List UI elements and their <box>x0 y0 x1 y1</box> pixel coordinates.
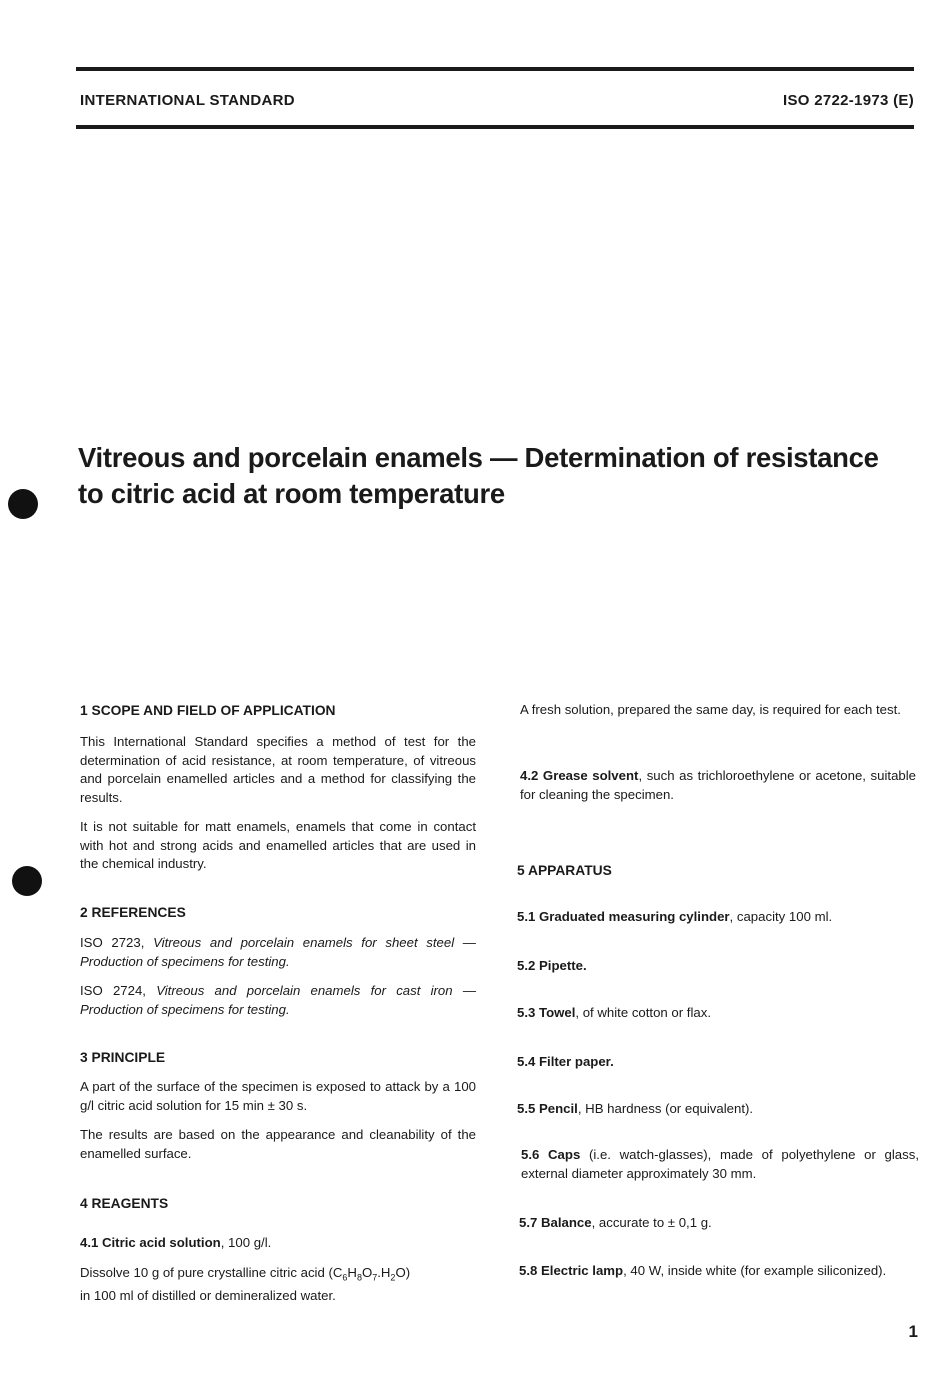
section-4-2-label: 4.2 Grease solvent <box>520 768 639 783</box>
apparatus-item-5-3 <box>517 1004 917 1023</box>
section-1-paragraph-2: It is not suitable for matt enamels, enamels that come in contact with hot and strong acids and enamelled articles that are used in the chemical industry. <box>80 819 476 871</box>
apparatus-item-5-2 <box>517 957 917 976</box>
apparatus-5-6-rest: (i.e. watch-glasses), made of polyethylene or glass, external diameter approximately 30 mm. <box>521 1147 919 1181</box>
section-1-heading: 1 SCOPE AND FIELD OF APPLICATION <box>80 703 336 718</box>
apparatus-5-5-rest: , HB hardness (or equivalent). <box>577 1101 754 1116</box>
apparatus-item-5-5 <box>517 1100 917 1119</box>
apparatus-5-7-rest: , accurate to ± 0,1 g. <box>591 1215 712 1230</box>
formula-end: O) <box>395 1265 411 1280</box>
apparatus-5-1-label: 5.1 Graduated measuring cylinder <box>517 909 730 924</box>
apparatus-item-5-4 <box>517 1053 917 1072</box>
apparatus-5-2-label: 5.2 Pipette. <box>517 958 587 973</box>
apparatus-5-5-label: 5.5 Pencil <box>517 1101 578 1116</box>
section-4-1 <box>80 1234 476 1253</box>
apparatus-5-1-rest: , capacity 100 ml. <box>729 909 833 924</box>
apparatus-item-5-7 <box>519 1214 919 1233</box>
section-5-heading: 5 APPARATUS <box>517 863 612 878</box>
apparatus-5-6-label: 5.6 Caps <box>521 1147 581 1162</box>
section-1-paragraph-1: This International Standard specifies a method of test for the determination of acid resistance, at room temperature, of vitreous and porcelain enamelled articles and a method for classifying the results. <box>80 734 476 805</box>
section-4-1-rest: , 100 g/l. <box>220 1235 272 1250</box>
title-line-2: to citric acid at room temperature <box>78 478 505 509</box>
fresh-solution-note: A fresh solution, prepared the same day, is required for each test. <box>520 702 901 717</box>
apparatus-item-5-8 <box>519 1262 917 1281</box>
section-4-2-rest: , such as trichloroethylene or acetone, suitable for cleaning the specimen. <box>520 768 917 802</box>
formula-sub-1: 6 <box>342 1272 348 1283</box>
header-rule <box>76 125 914 129</box>
formula-h: H <box>347 1265 357 1280</box>
section-3-heading: 3 PRINCIPLE <box>80 1050 166 1065</box>
apparatus-5-3-rest: , of white cotton or flax. <box>575 1005 711 1020</box>
apparatus-5-3-label: 5.3 Towel <box>517 1005 576 1020</box>
punch-hole-1 <box>8 489 38 519</box>
section-4-1-label: 4.1 Citric acid solution <box>80 1235 221 1250</box>
reference-1 <box>80 934 476 971</box>
reference-2-number: ISO 2724, <box>80 983 146 998</box>
apparatus-5-8-rest: , 40 W, inside white (for example siliconized). <box>623 1263 887 1278</box>
apparatus-5-8-label: 5.8 Electric lamp <box>519 1263 624 1278</box>
header-right: ISO 2722-1973 (E) <box>782 92 914 109</box>
apparatus-5-7-label: 5.7 Balance <box>519 1215 592 1230</box>
formula-sub-3: 7 <box>372 1272 378 1283</box>
section-4-1-paragraph <box>80 1264 476 1306</box>
section-3-paragraph-2: The results are based on the appearance and cleanability of the enamelled surface. <box>80 1127 476 1161</box>
header-left: INTERNATIONAL STANDARD <box>80 92 295 109</box>
reference-2 <box>80 982 476 1019</box>
section-2-heading: 2 REFERENCES <box>80 905 186 920</box>
apparatus-5-4-label: 5.4 Filter paper. <box>517 1054 614 1069</box>
title-line-1: Vitreous and porcelain enamels — Determination of resistance <box>78 442 879 473</box>
formula-sub-4: 2 <box>390 1272 396 1283</box>
section-4-heading: 4 REAGENTS <box>80 1196 169 1211</box>
formula-o: O <box>361 1265 373 1280</box>
section-4-2 <box>520 767 916 804</box>
reference-1-title: Vitreous and porcelain enamels for sheet steel — Production of specimens for testing. <box>80 935 476 969</box>
reference-2-title: Vitreous and porcelain enamels for cast iron — Production of specimens for testing. <box>80 983 477 1017</box>
citric-formula-line <box>80 1264 476 1287</box>
apparatus-item-5-6 <box>521 1146 919 1183</box>
top-rule <box>76 67 914 71</box>
formula-h2: .H <box>377 1265 391 1280</box>
apparatus-item-5-1 <box>517 908 917 927</box>
section-3-paragraph-1: A part of the surface of the specimen is exposed to attack by a 100 g/l citric acid solution for 15 min ± 30 s. <box>80 1079 476 1113</box>
formula-prefix: Dissolve 10 g of pure crystalline citric acid (C <box>80 1265 343 1280</box>
page-title <box>78 440 938 512</box>
citric-water-line: in 100 ml of distilled or demineralized water. <box>80 1288 336 1304</box>
formula-sub-2: 8 <box>356 1272 362 1283</box>
punch-hole-2 <box>12 866 42 896</box>
page-number: 1 <box>908 1322 918 1341</box>
reference-1-number: ISO 2723, <box>80 935 145 950</box>
